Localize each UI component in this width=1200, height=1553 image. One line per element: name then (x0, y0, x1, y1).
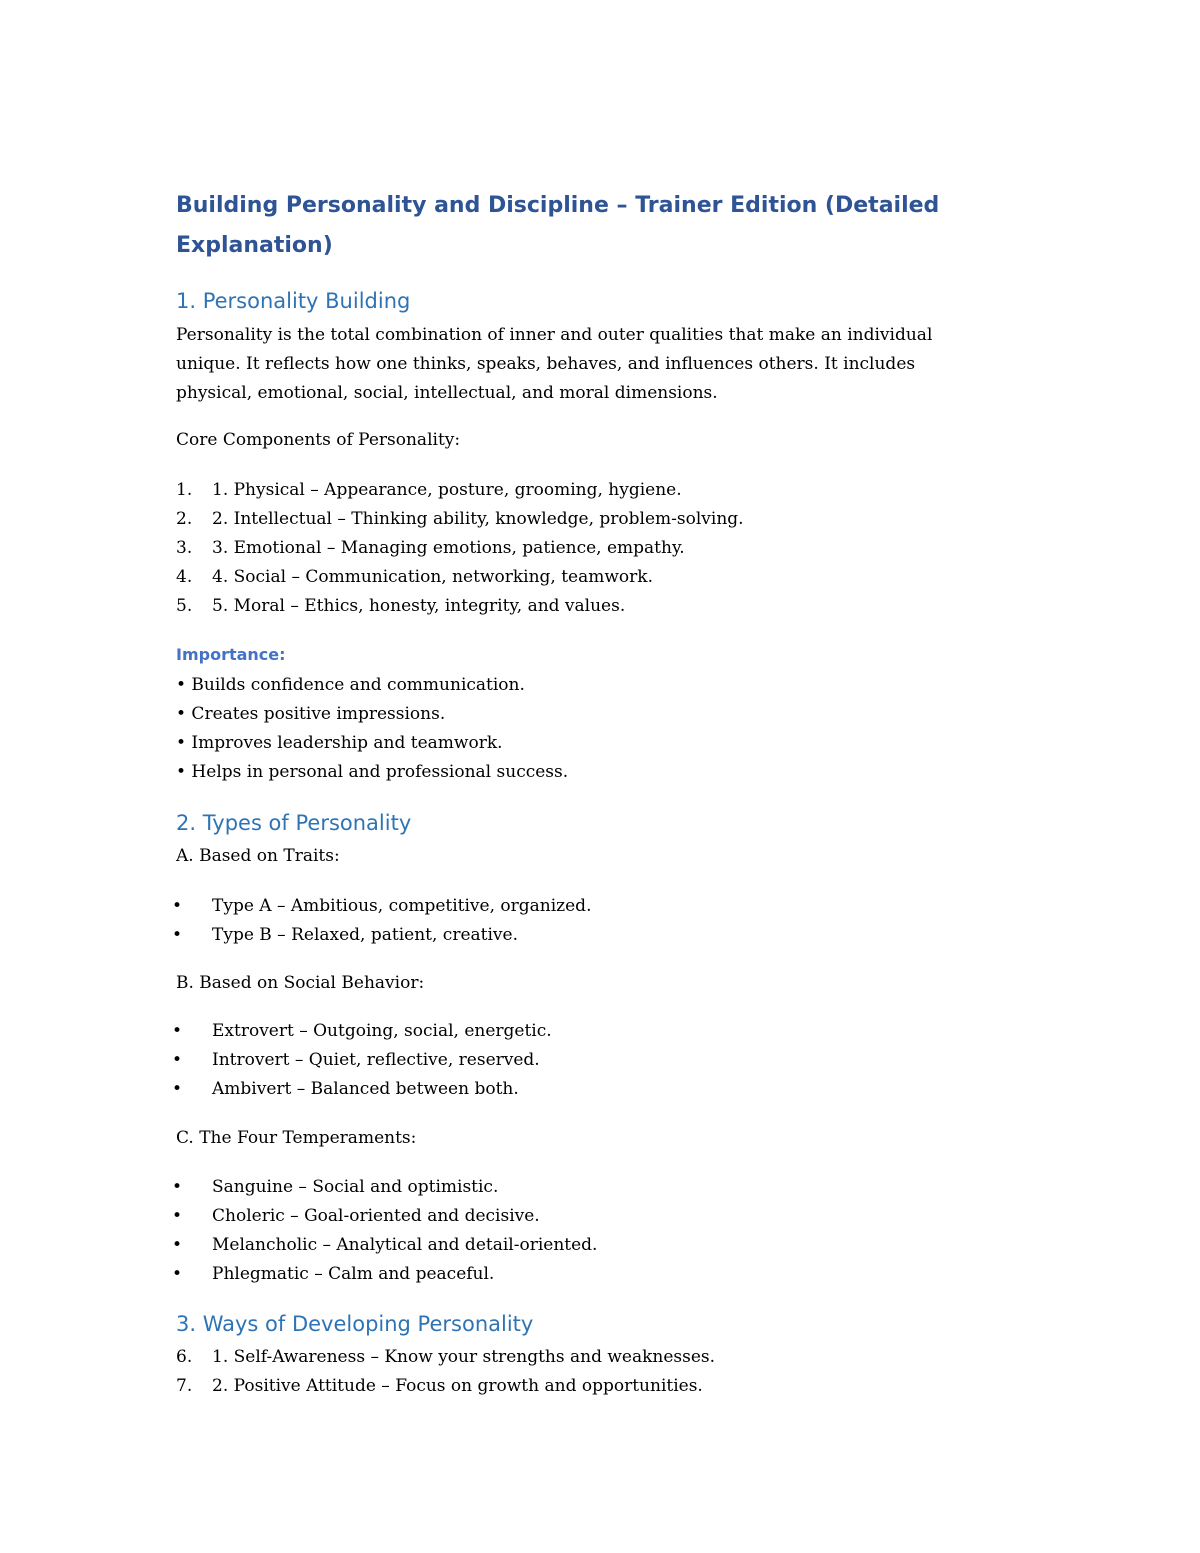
document-title-line-2: Explanation) (176, 233, 333, 258)
list-item-number: 7. (176, 1376, 193, 1396)
list-item-text: 3. Emotional – Managing emotions, patience, empathy. (212, 538, 685, 558)
traits-label: A. Based on Traits: (176, 846, 340, 866)
list-item-text: Sanguine – Social and optimistic. (212, 1177, 499, 1197)
bullet-icon: • (172, 1079, 183, 1099)
list-item-text: 4. Social – Communication, networking, teamwork. (212, 567, 653, 587)
list-item-text: 1. Self-Awareness – Know your strengths and weaknesses. (212, 1347, 716, 1367)
bullet-icon: • (172, 1264, 183, 1284)
list-item-text: Introvert – Quiet, reflective, reserved. (212, 1050, 540, 1070)
bullet-icon: • (172, 925, 183, 945)
bullet-icon: • (172, 1206, 183, 1226)
social-behavior-label: B. Based on Social Behavior: (176, 973, 425, 993)
list-item-number: 4. (176, 567, 193, 587)
list-item-text: 5. Moral – Ethics, honesty, integrity, and values. (212, 596, 626, 616)
list-item-number: 1. (176, 480, 193, 500)
section-2-heading: 2. Types of Personality (176, 811, 412, 835)
list-item-text: Melancholic – Analytical and detail-oriented. (212, 1235, 598, 1255)
bullet-icon: • (172, 1021, 183, 1041)
list-item-text: 2. Positive Attitude – Focus on growth and opportunities. (212, 1376, 703, 1396)
list-item-text: 2. Intellectual – Thinking ability, knowledge, problem-solving. (212, 509, 744, 529)
list-item-number: 3. (176, 538, 193, 558)
list-item-text: Ambivert – Balanced between both. (212, 1079, 519, 1099)
list-item-text: Type B – Relaxed, patient, creative. (212, 925, 518, 945)
list-item-text: Type A – Ambitious, competitive, organized. (212, 896, 592, 916)
bullet-icon: • (172, 1235, 183, 1255)
importance-item: • Improves leadership and teamwork. (176, 733, 503, 753)
bullet-icon: • (172, 1177, 183, 1197)
list-item-number: 5. (176, 596, 193, 616)
importance-heading: Importance: (176, 645, 286, 664)
section-1-heading: 1. Personality Building (176, 289, 411, 313)
section-1-paragraph-line-3: physical, emotional, social, intellectual, and moral dimensions. (176, 383, 718, 403)
importance-item: • Helps in personal and professional success. (176, 762, 569, 782)
list-item-text: Phlegmatic – Calm and peaceful. (212, 1264, 495, 1284)
bullet-icon: • (172, 896, 183, 916)
bullet-icon: • (172, 1050, 183, 1070)
section-3-heading: 3. Ways of Developing Personality (176, 1312, 534, 1336)
temperaments-label: C. The Four Temperaments: (176, 1128, 417, 1148)
importance-item: • Builds confidence and communication. (176, 675, 525, 695)
section-1-paragraph-line-1: Personality is the total combination of inner and outer qualities that make an individual (176, 325, 933, 345)
list-item-text: Extrovert – Outgoing, social, energetic. (212, 1021, 552, 1041)
list-item-number: 2. (176, 509, 193, 529)
list-item-text: Choleric – Goal-oriented and decisive. (212, 1206, 540, 1226)
document-title-line-1: Building Personality and Discipline – Trainer Edition (Detailed (176, 193, 940, 218)
list-item-number: 6. (176, 1347, 193, 1367)
section-1-paragraph-line-2: unique. It reflects how one thinks, speaks, behaves, and influences others. It includes (176, 354, 916, 374)
importance-item: • Creates positive impressions. (176, 704, 446, 724)
list-item-text: 1. Physical – Appearance, posture, grooming, hygiene. (212, 480, 682, 500)
core-components-label: Core Components of Personality: (176, 430, 461, 450)
